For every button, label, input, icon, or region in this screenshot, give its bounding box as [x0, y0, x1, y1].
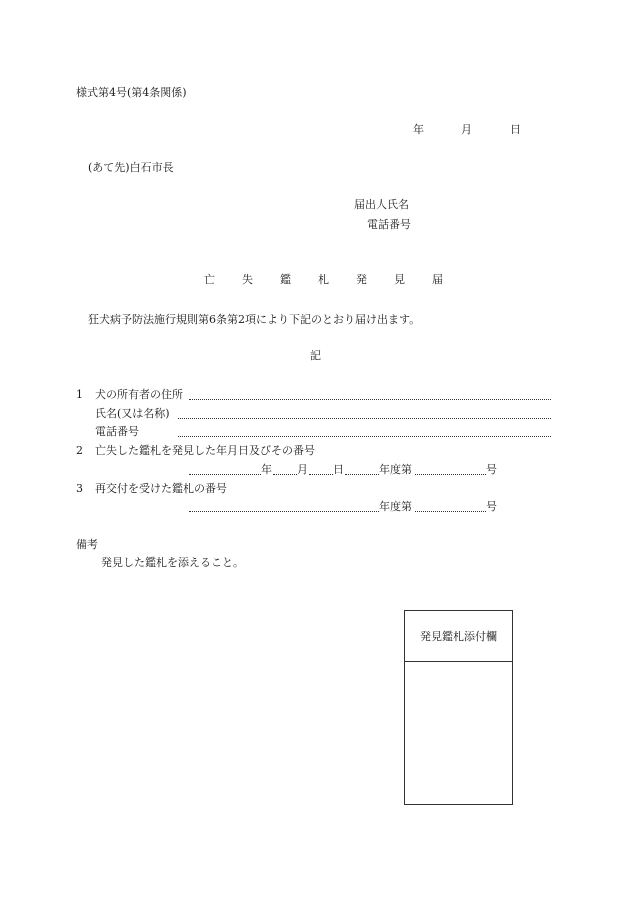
- found-fiscal-year-field[interactable]: [345, 474, 379, 475]
- title-char: 発: [356, 273, 367, 286]
- owner-address-field[interactable]: [189, 399, 551, 400]
- form-number: 様式第4号(第4条関係): [76, 86, 187, 99]
- item3-number: 3: [76, 482, 83, 495]
- reissued-number-unit: 号: [486, 500, 497, 513]
- item2-number: 2: [76, 444, 83, 457]
- notes-heading: 備考: [76, 538, 98, 551]
- attach-box-header: [404, 610, 513, 662]
- owner-phone-field[interactable]: [178, 436, 551, 437]
- item1-number: 1: [76, 388, 83, 401]
- reissued-fiscal-label: 年度第: [379, 500, 412, 513]
- date-year-label: 年: [413, 123, 424, 136]
- title-char: 届: [432, 273, 443, 286]
- owner-name-field[interactable]: [178, 418, 551, 419]
- owner-name-label: 氏名(又は名称): [95, 407, 170, 420]
- found-number-unit: 号: [486, 463, 497, 476]
- title-char: 札: [318, 273, 329, 286]
- reissued-fiscal-year-field[interactable]: [189, 511, 379, 512]
- found-date-label: 亡失した鑑札を発見した年月日及びその番号: [95, 444, 315, 457]
- addressee: (あて先)白石市長: [88, 161, 174, 174]
- found-year-unit: 年: [261, 463, 272, 476]
- found-tag-number-field[interactable]: [415, 474, 486, 475]
- title-char: 見: [394, 273, 405, 286]
- title-char: 失: [242, 273, 253, 286]
- found-month-unit: 月: [297, 463, 308, 476]
- date-day-label: 日: [510, 123, 521, 136]
- ki-label: 記: [310, 349, 321, 362]
- found-year-field[interactable]: [189, 474, 261, 475]
- found-day-unit: 日: [333, 463, 344, 476]
- attach-box-area[interactable]: [404, 661, 513, 805]
- found-fiscal-label: 年度第: [379, 463, 412, 476]
- found-month-field[interactable]: [273, 474, 297, 475]
- notes-text: 発見した鑑札を添えること。: [101, 556, 244, 569]
- attach-box-label: 発見鑑札添付欄: [420, 630, 497, 643]
- reissued-tag-label: 再交付を受けた鑑札の番号: [95, 482, 227, 495]
- applicant-name-label: 届出人氏名: [354, 198, 409, 211]
- date-month-label: 月: [461, 123, 472, 136]
- title-char: 鑑: [280, 273, 291, 286]
- intro-text: 狂犬病予防法施行規則第6条第2項により下記のとおり届け出ます。: [88, 313, 421, 326]
- applicant-phone-label: 電話番号: [367, 218, 411, 231]
- document-title: [204, 273, 470, 286]
- found-day-field[interactable]: [309, 474, 333, 475]
- owner-phone-label: 電話番号: [95, 425, 139, 438]
- reissued-tag-number-field[interactable]: [415, 511, 486, 512]
- owner-address-label: 犬の所有者の住所: [95, 388, 183, 401]
- title-char: 亡: [204, 273, 215, 286]
